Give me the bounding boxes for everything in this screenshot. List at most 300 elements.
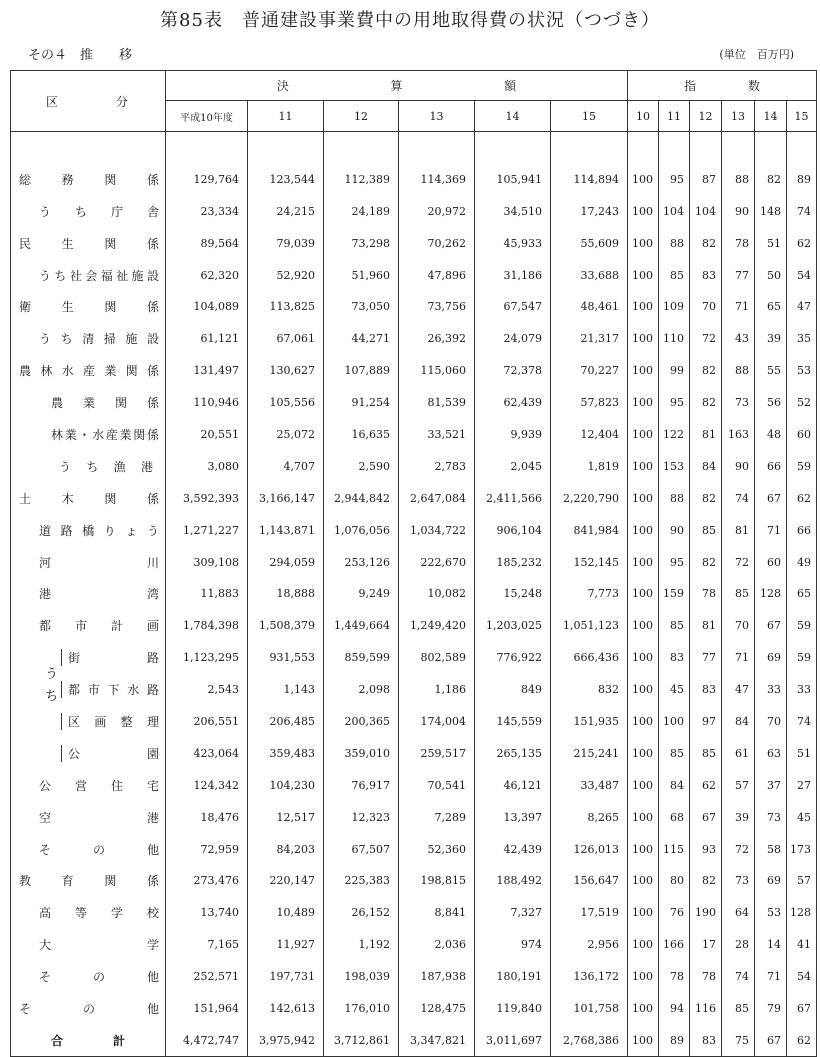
row-label: 河 川 — [39, 555, 159, 570]
index-cell: 100 — [628, 419, 659, 451]
table-row — [11, 323, 817, 355]
amount-cell: 200,365 — [324, 706, 399, 738]
index-cell: 128 — [787, 897, 817, 929]
amount-cell: 114,894 — [551, 163, 628, 195]
amount-cell: 1,508,379 — [248, 610, 324, 642]
amount-cell: 67,061 — [248, 323, 324, 355]
amount-cell: 802,589 — [399, 642, 475, 674]
amount-cell: 2,647,084 — [399, 482, 475, 514]
index-cell: 85 — [690, 737, 722, 769]
index-cell: 70 — [755, 706, 787, 738]
index-cell: 82 — [690, 865, 722, 897]
index-cell: 84 — [722, 706, 755, 738]
index-cell: 89 — [787, 163, 817, 195]
index-cell: 67 — [787, 993, 817, 1025]
index-cell: 81 — [690, 419, 722, 451]
index-cell: 90 — [659, 514, 690, 546]
amount-cell: 2,220,790 — [551, 482, 628, 514]
index-cell: 100 — [628, 642, 659, 674]
index-cell: 73 — [755, 801, 787, 833]
year-header: 15 — [551, 101, 628, 132]
index-cell: 95 — [659, 546, 690, 578]
row-label-cell — [11, 419, 166, 451]
index-cell: 70 — [722, 610, 755, 642]
amount-cell: 359,010 — [324, 737, 399, 769]
amount-cell: 220,147 — [248, 865, 324, 897]
index-cell: 37 — [755, 769, 787, 801]
amount-cell: 2,098 — [324, 674, 399, 706]
index-cell: 62 — [690, 769, 722, 801]
amount-cell: 1,076,056 — [324, 514, 399, 546]
index-cell: 97 — [690, 706, 722, 738]
row-label-cell — [11, 323, 166, 355]
index-cell: 100 — [628, 897, 659, 929]
amount-cell: 7,165 — [166, 929, 248, 961]
row-label-cell — [11, 769, 166, 801]
amount-cell: 3,011,697 — [475, 1024, 551, 1056]
table-row — [11, 419, 817, 451]
index-cell: 85 — [659, 737, 690, 769]
amount-cell: 666,436 — [551, 642, 628, 674]
index-cell: 65 — [787, 578, 817, 610]
amount-cell: 31,186 — [475, 259, 551, 291]
row-label-cell — [11, 259, 166, 291]
year-header: 13 — [399, 101, 475, 132]
amount-cell: 294,059 — [248, 546, 324, 578]
index-cell: 65 — [755, 291, 787, 323]
amount-cell: 1,051,123 — [551, 610, 628, 642]
index-cell: 153 — [659, 450, 690, 482]
row-label-cell — [11, 387, 166, 419]
table-row — [11, 482, 817, 514]
index-cell: 64 — [722, 897, 755, 929]
amount-cell: 253,126 — [324, 546, 399, 578]
amount-cell: 76,917 — [324, 769, 399, 801]
amount-cell: 131,497 — [166, 355, 248, 387]
index-cell: 73 — [722, 387, 755, 419]
amount-cell: 107,889 — [324, 355, 399, 387]
index-cell: 56 — [755, 387, 787, 419]
index-cell: 82 — [755, 163, 787, 195]
index-cell: 39 — [722, 801, 755, 833]
row-label: 民 生 関 係 — [19, 236, 159, 251]
index-cell: 85 — [722, 993, 755, 1025]
index-cell: 100 — [628, 929, 659, 961]
row-label: う ち 社 会 福 祉 施 設 — [39, 268, 159, 283]
amount-cell: 423,064 — [166, 737, 248, 769]
index-cell: 43 — [722, 323, 755, 355]
index-cell: 54 — [787, 961, 817, 993]
index-cell: 100 — [628, 482, 659, 514]
amount-cell: 124,342 — [166, 769, 248, 801]
amount-cell: 1,192 — [324, 929, 399, 961]
amount-cell: 61,121 — [166, 323, 248, 355]
year-header: 平成10年度 — [166, 101, 248, 132]
index-cell: 53 — [787, 355, 817, 387]
index-cell: 72 — [722, 546, 755, 578]
table-row — [11, 195, 817, 227]
amount-cell: 26,392 — [399, 323, 475, 355]
amount-cell: 126,013 — [551, 833, 628, 865]
amount-cell: 187,938 — [399, 961, 475, 993]
amount-cell: 7,327 — [475, 897, 551, 929]
index-cell: 67 — [755, 1024, 787, 1056]
amount-cell: 906,104 — [475, 514, 551, 546]
index-cell: 88 — [659, 227, 690, 259]
index-cell: 78 — [690, 578, 722, 610]
amount-cell: 265,135 — [475, 737, 551, 769]
index-cell: 59 — [787, 450, 817, 482]
amount-cell: 1,143,871 — [248, 514, 324, 546]
amount-cell: 46,121 — [475, 769, 551, 801]
amount-cell: 259,517 — [399, 737, 475, 769]
table-row — [11, 833, 817, 865]
amount-cell: 2,045 — [475, 450, 551, 482]
amount-cell: 974 — [475, 929, 551, 961]
row-label-cell — [11, 610, 166, 642]
index-cell: 173 — [787, 833, 817, 865]
amount-cell: 156,647 — [551, 865, 628, 897]
row-label-cell — [11, 163, 166, 195]
index-cell: 41 — [787, 929, 817, 961]
amount-cell: 188,492 — [475, 865, 551, 897]
amount-cell: 52,360 — [399, 833, 475, 865]
index-cell: 100 — [628, 227, 659, 259]
amount-cell: 1,449,664 — [324, 610, 399, 642]
amount-cell: 84,203 — [248, 833, 324, 865]
amount-cell: 34,510 — [475, 195, 551, 227]
index-cell: 77 — [690, 642, 722, 674]
index-cell: 85 — [722, 578, 755, 610]
index-cell: 88 — [722, 355, 755, 387]
row-label: 都 市 下 水 路 — [61, 681, 165, 698]
index-cell: 47 — [787, 291, 817, 323]
amount-cell: 151,964 — [166, 993, 248, 1025]
index-cell: 100 — [628, 195, 659, 227]
index-cell: 104 — [659, 195, 690, 227]
amount-cell: 4,472,747 — [166, 1024, 248, 1056]
amount-cell: 105,556 — [248, 387, 324, 419]
row-label: 土 木 関 係 — [19, 491, 159, 506]
index-cell: 100 — [628, 865, 659, 897]
index-cell: 72 — [690, 323, 722, 355]
index-cell: 14 — [755, 929, 787, 961]
row-label-cell — [11, 706, 166, 738]
amount-cell: 47,896 — [399, 259, 475, 291]
index-cell: 74 — [722, 961, 755, 993]
amount-cell: 206,551 — [166, 706, 248, 738]
table-row — [11, 610, 817, 642]
index-cell: 66 — [787, 514, 817, 546]
row-label: そ の 他 — [39, 970, 159, 985]
amount-cell: 142,613 — [248, 993, 324, 1025]
amount-cell: 112,389 — [324, 163, 399, 195]
amount-cell: 24,215 — [248, 195, 324, 227]
row-label-cell — [11, 961, 166, 993]
table-row — [11, 801, 817, 833]
row-label: 教 育 関 係 — [19, 874, 159, 889]
index-cell: 62 — [787, 1024, 817, 1056]
index-cell: 85 — [659, 259, 690, 291]
amount-cell: 198,039 — [324, 961, 399, 993]
index-cell: 79 — [755, 993, 787, 1025]
amount-cell: 52,920 — [248, 259, 324, 291]
amount-cell: 18,476 — [166, 801, 248, 833]
index-cell: 100 — [628, 546, 659, 578]
category-header — [11, 71, 166, 132]
amount-cell: 17,243 — [551, 195, 628, 227]
index-cell: 128 — [755, 578, 787, 610]
index-cell: 159 — [659, 578, 690, 610]
amount-cell: 859,599 — [324, 642, 399, 674]
row-label: 公 園 — [61, 745, 165, 762]
amount-cell: 206,485 — [248, 706, 324, 738]
index-cell: 88 — [659, 482, 690, 514]
index-cell: 66 — [755, 450, 787, 482]
row-label: そ の 他 — [39, 842, 159, 857]
index-header-char: 指 — [684, 79, 697, 93]
row-label: 都 市 計 画 — [39, 619, 159, 634]
index-cell: 100 — [628, 355, 659, 387]
index-cell: 100 — [628, 387, 659, 419]
table-row — [11, 642, 817, 674]
index-cell: 47 — [722, 674, 755, 706]
index-cell: 77 — [722, 259, 755, 291]
amount-cell: 3,166,147 — [248, 482, 324, 514]
index-cell: 48 — [755, 419, 787, 451]
row-label: 合 計 — [51, 1033, 125, 1048]
index-cell: 17 — [690, 929, 722, 961]
index-cell: 67 — [755, 610, 787, 642]
table-row — [11, 865, 817, 897]
index-cell: 99 — [659, 355, 690, 387]
table-row — [11, 674, 817, 706]
amount-cell: 104,089 — [166, 291, 248, 323]
amount-cell: 89,564 — [166, 227, 248, 259]
index-cell: 28 — [722, 929, 755, 961]
row-label-cell — [11, 227, 166, 259]
amount-cell: 136,172 — [551, 961, 628, 993]
amount-cell: 26,152 — [324, 897, 399, 929]
index-cell: 53 — [755, 897, 787, 929]
data-table — [10, 70, 817, 1057]
amount-cell: 12,323 — [324, 801, 399, 833]
amount-cell: 1,784,398 — [166, 610, 248, 642]
row-label-cell — [11, 897, 166, 929]
row-label-cell — [11, 355, 166, 387]
index-cell: 82 — [690, 546, 722, 578]
amount-cell: 16,635 — [324, 419, 399, 451]
brace-char: う — [45, 666, 59, 682]
row-label: 道 路 橋 り ょ う — [39, 523, 159, 538]
amount-cell: 2,411,566 — [475, 482, 551, 514]
amount-cell: 359,483 — [248, 737, 324, 769]
amount-cell: 55,609 — [551, 227, 628, 259]
amount-cell: 73,756 — [399, 291, 475, 323]
row-label-cell — [11, 737, 166, 769]
index-cell: 73 — [722, 865, 755, 897]
amount-cell: 7,289 — [399, 801, 475, 833]
amount-cell: 174,004 — [399, 706, 475, 738]
amount-cell: 2,543 — [166, 674, 248, 706]
row-label-cell — [11, 195, 166, 227]
amount-cell: 70,541 — [399, 769, 475, 801]
amount-cell: 25,072 — [248, 419, 324, 451]
index-cell: 70 — [690, 291, 722, 323]
amount-cell: 105,941 — [475, 163, 551, 195]
index-cell: 100 — [628, 514, 659, 546]
index-cell: 100 — [628, 961, 659, 993]
index-cell: 35 — [787, 323, 817, 355]
index-cell: 51 — [755, 227, 787, 259]
index-cell: 95 — [659, 387, 690, 419]
index-cell: 100 — [628, 1024, 659, 1056]
amount-cell: 2,944,842 — [324, 482, 399, 514]
amount-cell: 20,972 — [399, 195, 475, 227]
amount-cell: 15,248 — [475, 578, 551, 610]
table-row — [11, 387, 817, 419]
row-label-cell — [11, 482, 166, 514]
index-cell: 68 — [659, 801, 690, 833]
amount-cell: 849 — [475, 674, 551, 706]
index-cell: 62 — [787, 227, 817, 259]
amount-cell: 123,544 — [248, 163, 324, 195]
row-label: 衛 生 関 係 — [19, 300, 159, 315]
index-cell: 78 — [722, 227, 755, 259]
amount-cell: 197,731 — [248, 961, 324, 993]
amount-cell: 67,547 — [475, 291, 551, 323]
index-cell: 85 — [690, 514, 722, 546]
index-cell: 45 — [787, 801, 817, 833]
index-cell: 100 — [628, 450, 659, 482]
amount-cell: 33,487 — [551, 769, 628, 801]
table-row — [11, 355, 817, 387]
index-cell: 63 — [755, 737, 787, 769]
amount-cell: 841,984 — [551, 514, 628, 546]
index-cell: 104 — [690, 195, 722, 227]
amount-cell: 176,010 — [324, 993, 399, 1025]
amount-cell: 70,227 — [551, 355, 628, 387]
index-cell: 52 — [787, 387, 817, 419]
amount-cell: 151,935 — [551, 706, 628, 738]
row-label: 公 営 住 宅 — [39, 778, 159, 793]
amount-cell: 9,249 — [324, 578, 399, 610]
amount-cell: 273,476 — [166, 865, 248, 897]
amount-cell: 62,320 — [166, 259, 248, 291]
table-row — [11, 514, 817, 546]
row-label: う ち 漁 港 — [59, 459, 153, 474]
table-row — [11, 737, 817, 769]
index-cell: 80 — [659, 865, 690, 897]
table-title: 第85表 普通建設事業費中の用地取得費の状況（つづき） — [160, 10, 660, 31]
row-label: そ の 他 — [19, 1001, 159, 1016]
index-cell: 71 — [755, 514, 787, 546]
index-cell: 100 — [628, 706, 659, 738]
index-cell: 163 — [722, 419, 755, 451]
year-header: 12 — [324, 101, 399, 132]
index-cell: 84 — [659, 769, 690, 801]
amount-cell: 1,819 — [551, 450, 628, 482]
index-cell: 100 — [628, 291, 659, 323]
amount-cell: 33,688 — [551, 259, 628, 291]
settled-amount-header — [166, 71, 628, 101]
amount-cell: 10,082 — [399, 578, 475, 610]
index-cell: 115 — [659, 833, 690, 865]
index-cell: 27 — [787, 769, 817, 801]
amount-cell: 110,946 — [166, 387, 248, 419]
index-cell: 39 — [755, 323, 787, 355]
row-label: 大 学 — [39, 938, 159, 953]
row-label: 農 林 水 産 業 関 係 — [19, 364, 159, 379]
index-cell: 74 — [787, 706, 817, 738]
index-cell: 94 — [659, 993, 690, 1025]
index-cell: 122 — [659, 419, 690, 451]
amount-cell: 11,883 — [166, 578, 248, 610]
row-label: 港 湾 — [39, 587, 159, 602]
index-cell: 78 — [659, 961, 690, 993]
amount-cell: 101,758 — [551, 993, 628, 1025]
amount-cell: 776,922 — [475, 642, 551, 674]
settled-header-char: 算 — [390, 79, 403, 93]
index-cell: 190 — [690, 897, 722, 929]
table-row — [11, 769, 817, 801]
index-cell: 100 — [628, 769, 659, 801]
index-cell: 33 — [755, 674, 787, 706]
amount-cell: 1,249,420 — [399, 610, 475, 642]
amount-cell: 115,060 — [399, 355, 475, 387]
index-cell: 83 — [690, 674, 722, 706]
table-row — [11, 546, 817, 578]
index-cell: 69 — [755, 642, 787, 674]
amount-cell: 198,815 — [399, 865, 475, 897]
year-header: 14 — [475, 101, 551, 132]
amount-cell: 1,034,722 — [399, 514, 475, 546]
row-label-cell — [11, 929, 166, 961]
index-header-char: 数 — [748, 79, 761, 93]
row-label: う ち 清 掃 施 設 — [39, 332, 159, 347]
amount-cell: 57,823 — [551, 387, 628, 419]
index-cell: 60 — [755, 546, 787, 578]
index-cell: 100 — [628, 993, 659, 1025]
year-header: 11 — [248, 101, 324, 132]
amount-cell: 23,334 — [166, 195, 248, 227]
index-cell: 82 — [690, 355, 722, 387]
amount-cell: 215,241 — [551, 737, 628, 769]
index-cell: 33 — [787, 674, 817, 706]
amount-cell: 832 — [551, 674, 628, 706]
index-cell: 49 — [787, 546, 817, 578]
row-label: 区 画 整 理 — [61, 713, 165, 730]
amount-cell: 129,764 — [166, 163, 248, 195]
amount-cell: 4,707 — [248, 450, 324, 482]
index-cell: 100 — [628, 610, 659, 642]
amount-cell: 18,888 — [248, 578, 324, 610]
amount-cell: 130,627 — [248, 355, 324, 387]
index-cell: 109 — [659, 291, 690, 323]
row-label-cell — [11, 801, 166, 833]
amount-cell: 3,592,393 — [166, 482, 248, 514]
table-row — [11, 578, 817, 610]
table-row — [11, 450, 817, 482]
index-cell: 54 — [787, 259, 817, 291]
table-row — [11, 291, 817, 323]
amount-cell: 1,186 — [399, 674, 475, 706]
index-cell: 100 — [628, 323, 659, 355]
amount-cell: 3,975,942 — [248, 1024, 324, 1056]
index-header — [628, 71, 817, 101]
amount-cell: 73,050 — [324, 291, 399, 323]
amount-cell: 145,559 — [475, 706, 551, 738]
